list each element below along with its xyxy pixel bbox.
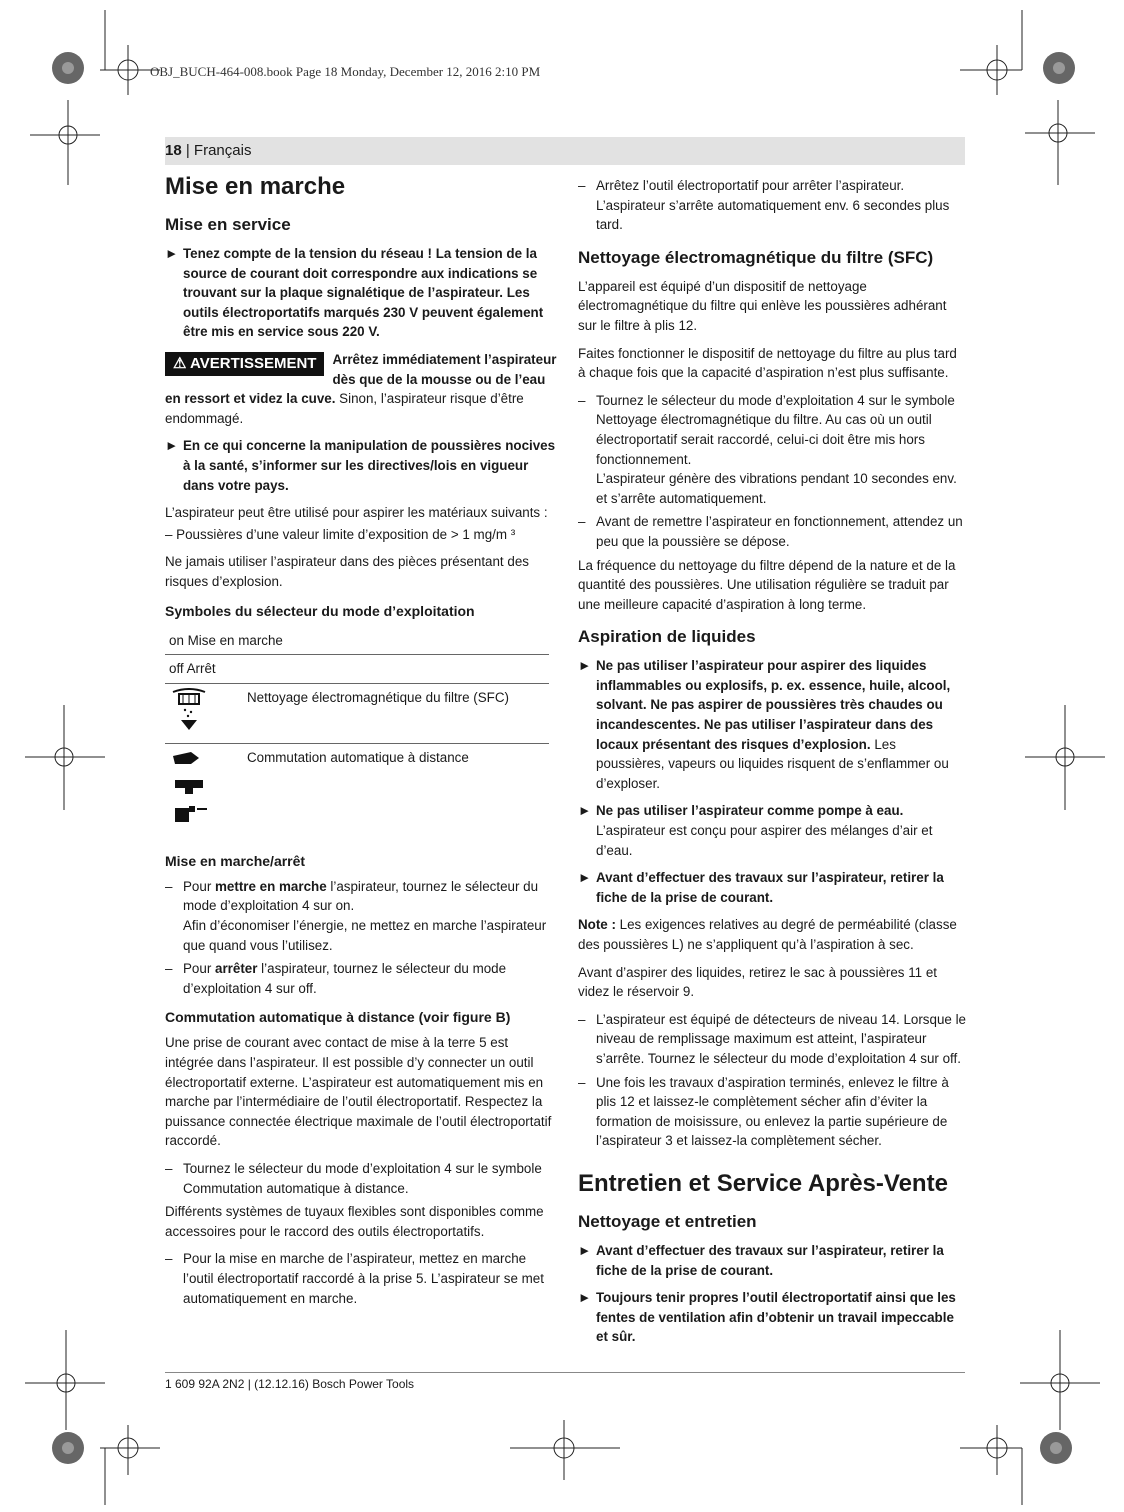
symbol-auto-label: Commutation automatique à distance bbox=[247, 750, 469, 766]
heading-liquids: Aspiration de liquides bbox=[578, 627, 756, 647]
onoff-item-1: – Pour mettre en marche l’aspirateur, tournez le sélecteur du mode d’exploitation 4 sur on. Afin d’économiser l’énergie, ne mettez en marche l’aspirateur que quand vous l’utilisez. bbox=[165, 878, 547, 953]
heading-symbols: Symboles du sélecteur du mode d’exploitation bbox=[165, 602, 475, 619]
filter-cleaning-icon bbox=[169, 688, 209, 734]
paragraph-dust-limit: – Poussières d’une valeur limite d’exposition de > 1 mg/m ³ bbox=[165, 526, 516, 542]
heading-mise-en-service: Mise en service bbox=[165, 215, 291, 234]
page-language: Français bbox=[193, 142, 252, 159]
right-column bbox=[578, 176, 968, 1355]
heading-sfc: Nettoyage électromagnétique du filtre (SFC) bbox=[578, 247, 934, 267]
symbol-on: on Mise en marche bbox=[169, 632, 283, 648]
liquid-item-2: – Une fois les travaux d’aspiration terminés, enlevez le filtre à plis 12 et laissez-le complètement sécher afin d’éviter la formation de moisissure, ou enlevez la partie supérieure de l’aspirateur 3 et laissez-la complètement sécher. bbox=[578, 1074, 949, 1149]
auto-item-1: – Tournez le sélecteur du mode d’exploitation 4 sur le symbole Commutation automatique à distance. bbox=[165, 1161, 542, 1196]
paragraph-note: Note : Les exigences relatives au degré de perméabilité (classe des poussières L) ne s’appliquent qu’à l’aspiration à sec. bbox=[578, 917, 957, 952]
left-column bbox=[165, 172, 560, 1312]
liquid-warning-1: ► Ne pas utiliser l’aspirateur pour aspirer des liquides inflammables ou explosifs, p. ex. essence, huile, alcool, solvant. Ne pas aspirer de poussières très chaudes ou incandescentes. Ne pas utiliser l’aspirateur dans des locaux présentant des risques d’explosion. Les poussières, vapeurs ou liquides risquent de s’enflammer ou d’exploser. bbox=[578, 658, 951, 791]
warning-harmful-dust: ► En ce qui concerne la manipulation de poussières nocives à la santé, s’informer sur les directives/lois en vigueur dans votre pays. bbox=[165, 438, 556, 493]
sfc-item-1: – Tournez le sélecteur du mode d’exploitation 4 sur le symbole Nettoyage électromagnétique du filtre. Au cas où un outil électroportatif serait raccordé, celui-ci doit être mis hors fonctionnement. L’aspirateur génère des vibrations pendant 10 secondes env. et s’arrête automatiquement. bbox=[578, 392, 957, 506]
sfc-item-2: – Avant de remettre l’aspirateur en fonctionnement, attendez un peu que la poussière se dépose. bbox=[578, 514, 963, 549]
symbol-off: off Arrêt bbox=[169, 661, 216, 677]
clean-warning-2: ► Toujours tenir propres l’outil électroportatif ainsi que les fentes de ventilation afin d’obtenir un travail impeccable et sûr. bbox=[578, 1290, 956, 1345]
symbols-table bbox=[165, 627, 549, 838]
warning-avertissement: ⚠ AVERTISSEMENT Arrêtez immédiatement l’aspirateur dès que de la mousse ou de l’eau en ressort et videz la cuve. Sinon, l’aspirateur risque d’être endommagé. bbox=[165, 351, 557, 426]
heading-entretien: Entretien et Service Après-Vente bbox=[578, 1169, 948, 1197]
paragraph-auto-switch: Une prise de courant avec contact de mise à la terre 5 est intégrée dans l’aspirateur. Il est possible d’y connecter un outil électroportatif externe. L’aspirateur est automatiquement mis en marche par l’intermédiaire de l’outil électroportatif. Respectez la puissance connectée électrique maximale de l’outil électroportatif raccordé. bbox=[165, 1035, 552, 1149]
paragraph-hoses: Différents systèmes de tuyaux flexibles sont disponibles comme accessoires pour le raccord des outils électroportatifs. bbox=[165, 1204, 544, 1239]
paragraph-sfc-3: La fréquence du nettoyage du filtre dépend de la nature et de la quantité des poussières. Une utilisation régulière se traduit par une meilleure capacité d’aspiration à long terme. bbox=[578, 557, 956, 612]
page-footer: 1 609 92A 2N2 | (12.12.16) Bosch Power Tools bbox=[165, 1372, 965, 1391]
paragraph-sfc-2: Faites fonctionner le dispositif de nettoyage du filtre au plus tard à chaque fois que la capacité d’aspiration n’est plus suffisante. bbox=[578, 345, 957, 381]
auto-item-2: – Pour la mise en marche de l’aspirateur, mettez en marche l’outil électroportatif raccordé à la prise 5. L’aspirateur se met automatiquement en marche. bbox=[165, 1251, 544, 1306]
onoff-item-2: – Pour arrêter l’aspirateur, tournez le sélecteur du mode d’exploitation 4 sur off. bbox=[165, 961, 507, 996]
page-header-bar: 18 | Français bbox=[165, 137, 965, 165]
clean-warning-1: ► Avant d’effectuer des travaux sur l’aspirateur, retirer la fiche de la prise de courant. bbox=[578, 1242, 944, 1278]
heading-on-off: Mise en marche/arrêt bbox=[165, 852, 306, 869]
paragraph-materials: L’aspirateur peut être utilisé pour aspirer les matériaux suivants : bbox=[165, 505, 548, 521]
warning-voltage: ► Tenez compte de la tension du réseau ! La tension de la source de courant doit correspondre aux indications se trouvant sur la plaque signalétique de l’aspirateur. Les outils électroportatifs marqués 230 V peuvent également être mis en service sous 220 V. bbox=[165, 246, 544, 340]
heading-mise-en-marche: Mise en marche bbox=[165, 173, 346, 200]
liquid-warning-3: ► Avant d’effectuer des travaux sur l’aspirateur, retirer la fiche de la prise de courant. bbox=[578, 870, 944, 905]
paragraph-before-liquids: Avant d’aspirer des liquides, retirez le sac à poussières 11 et videz le réservoir 9. bbox=[578, 964, 938, 1000]
power-tool-icons bbox=[169, 748, 219, 828]
heading-auto-switch: Commutation automatique à distance (voir figure B) bbox=[165, 1009, 511, 1026]
print-header: OBJ_BUCH-464-008.book Page 18 Monday, December 12, 2016 2:10 PM bbox=[150, 64, 541, 79]
paragraph-explosion-risk: Ne jamais utiliser l’aspirateur dans des pièces présentant des risques d’explosion. bbox=[165, 554, 529, 589]
symbol-sfc-label: Nettoyage électromagnétique du filtre (SFC) bbox=[247, 689, 509, 705]
liquid-warning-2: ► Ne pas utiliser l’aspirateur comme pompe à eau. L’aspirateur est conçu pour aspirer des mélanges d’air et d’eau. bbox=[578, 803, 933, 858]
avertissement-badge: ⚠ AVERTISSEMENT bbox=[165, 352, 324, 376]
paragraph-sfc-1: L’appareil est équipé d’un dispositif de nettoyage électromagnétique du filtre qui enlève les poussières adhérant sur le filtre à plis 12. bbox=[578, 278, 947, 333]
stop-item: – Arrêtez l’outil électroportatif pour arrêter l’aspirateur. L’aspirateur s’arrête automatiquement env. 6 secondes plus tard. bbox=[578, 178, 950, 233]
liquid-item-1: – L’aspirateur est équipé de détecteurs de niveau 14. Lorsque le niveau de remplissage maximum est atteint, l’aspirateur s’arrête. Tournez le sélecteur du mode d’exploitation 4 sur off. bbox=[578, 1011, 966, 1066]
page-number: 18 bbox=[165, 142, 182, 159]
heading-nettoyage: Nettoyage et entretien bbox=[578, 1211, 757, 1231]
